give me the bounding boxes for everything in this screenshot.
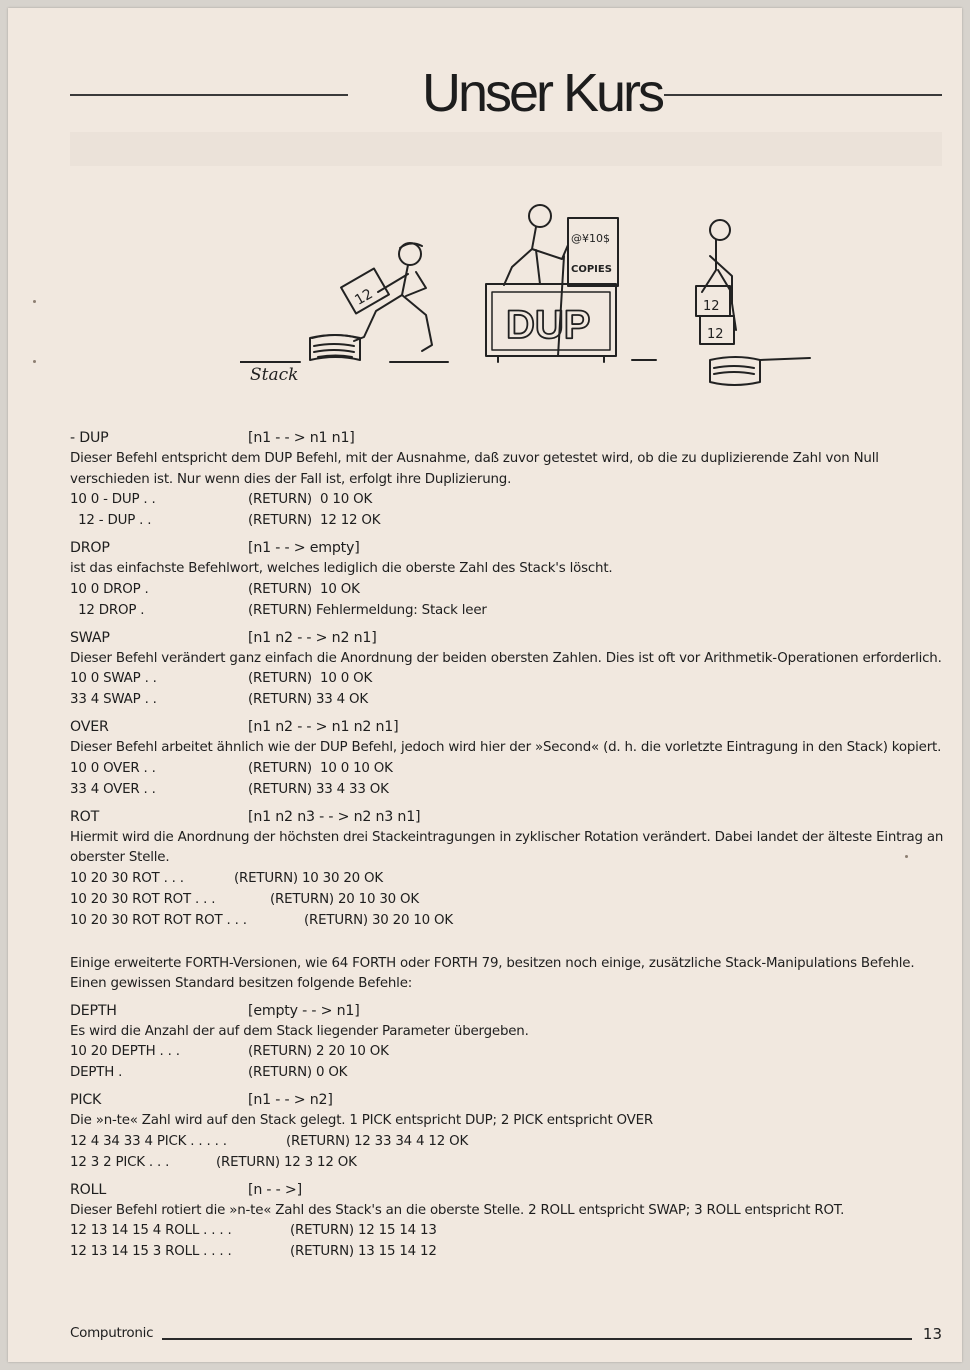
example-line: 10 20 DEPTH . . . (RETURN) 2 20 10 OK bbox=[70, 1044, 389, 1059]
article-body bbox=[70, 428, 948, 1263]
svg-text:DUP: DUP bbox=[506, 303, 591, 347]
show-through-bar bbox=[70, 132, 942, 166]
example-line: 12 3 2 PICK . . . (RETURN) 12 3 12 OK bbox=[70, 1154, 357, 1170]
title-row bbox=[70, 60, 942, 126]
command-header-roll: ROLL [n - - >] bbox=[70, 1181, 302, 1198]
command-header-rot: ROT [n1 n2 n3 - - > n2 n3 n1] bbox=[70, 808, 421, 825]
command-header-pick: PICK [n1 - - > n2] bbox=[70, 1092, 333, 1108]
page-title: Unser Kurs bbox=[421, 63, 663, 123]
example-line: 12 13 14 15 4 ROLL . . . . (RETURN) 12 15 14 13 bbox=[70, 1223, 437, 1238]
example-line: 10 20 30 ROT ROT . . . (RETURN) 20 10 30 OK bbox=[70, 891, 419, 907]
worker-with-two-boxes-icon bbox=[696, 220, 760, 385]
paper-speck bbox=[33, 300, 36, 303]
svg-text:12: 12 bbox=[707, 327, 724, 342]
command-header-depth: DEPTH [empty - - > n1] bbox=[70, 1002, 360, 1019]
worker-carrying-box-icon bbox=[341, 243, 432, 351]
paper-speck bbox=[905, 855, 908, 858]
command-description-dup: Dieser Befehl entspricht dem DUP Befehl, mit der Ausnahme, daß zuvor getestet wird, ob die zu duplizierende Zahl von Null verschieden ist. Nur wenn dies der Fall ist, erfolgt ihre Duplizierung. bbox=[70, 451, 879, 487]
example-line: 10 20 30 ROT . . . (RETURN) 10 30 20 OK bbox=[70, 870, 383, 886]
command-description-drop: ist das einfachste Befehlwort, welches lediglich die oberste Zahl des Stack's löscht. bbox=[70, 561, 613, 576]
copy-machine-operator-icon bbox=[504, 205, 568, 285]
example-line: 12 13 14 15 3 ROLL . . . . (RETURN) 13 15 14 12 bbox=[70, 1244, 437, 1259]
svg-text:12: 12 bbox=[352, 285, 376, 309]
extended-versions-intro: Einige erweiterte FORTH-Versionen, wie 64 FORTH oder FORTH 79, besitzen noch einige, zusätzliche Stack-Manipulations Befehle. Einen gewissen Standard besitzen folgende Befehle: bbox=[70, 955, 915, 991]
command-header-drop: DROP [n1 - - > empty] bbox=[70, 540, 360, 556]
svg-text:12: 12 bbox=[703, 299, 720, 314]
command-description-roll: Dieser Befehl rotiert die »n-te« Zahl des Stack's an die oberste Stelle. 2 ROLL entspricht SWAP; 3 ROLL entspricht ROT. bbox=[70, 1202, 845, 1218]
page-number: 13 bbox=[922, 1325, 942, 1343]
title-rule-left bbox=[70, 94, 348, 96]
dup-counter-icon bbox=[486, 284, 616, 362]
left-stack-icon bbox=[310, 335, 360, 360]
command-description-over: Dieser Befehl arbeitet ähnlich wie der DUP Befehl, jedoch wird hier der »Second« (d. h. die vorletzte Eintragung in den Stack) kopiert. bbox=[70, 740, 942, 755]
example-line: 12 DROP . (RETURN) Fehlermeldung: Stack leer bbox=[70, 602, 487, 618]
dup-cartoon-illustration bbox=[240, 196, 820, 406]
title-rule-right bbox=[664, 94, 942, 96]
command-description-rot: Hiermit wird die Anordnung der höchsten drei Stackeintragungen in zyklischer Rotation verändert. Dabei landet der älteste Eintrag an oberster Stelle. bbox=[70, 829, 944, 865]
command-description-depth: Es wird die Anzahl der auf dem Stack liegender Parameter übergeben. bbox=[70, 1023, 529, 1039]
example-line: 10 0 SWAP . . (RETURN) 10 0 OK bbox=[70, 671, 373, 686]
example-line: DEPTH . (RETURN) 0 OK bbox=[70, 1065, 348, 1080]
example-line: 10 20 30 ROT ROT ROT . . . (RETURN) 30 20 10 OK bbox=[70, 912, 453, 928]
command-header-dup: - DUP [n1 - - > n1 n1] bbox=[70, 430, 355, 446]
command-header-over: OVER [n1 n2 - - > n1 n2 n1] bbox=[70, 719, 399, 735]
example-line: 10 0 DROP . (RETURN) 10 OK bbox=[70, 581, 360, 597]
command-header-swap: SWAP [n1 n2 - - > n2 n1] bbox=[70, 629, 377, 646]
page-footer bbox=[70, 1323, 942, 1345]
footer-rule bbox=[162, 1338, 912, 1340]
example-line: 33 4 SWAP . . (RETURN) 33 4 OK bbox=[70, 692, 368, 707]
paper-speck bbox=[33, 360, 36, 363]
command-description-pick: Die »n-te« Zahl wird auf den Stack gelegt. 1 PICK entspricht DUP; 2 PICK entspricht OVER bbox=[70, 1113, 653, 1128]
example-line: 33 4 OVER . . (RETURN) 33 4 33 OK bbox=[70, 781, 389, 797]
svg-text:COPIES: COPIES bbox=[571, 264, 612, 275]
svg-text:@¥10$: @¥10$ bbox=[571, 232, 610, 245]
example-line: 12 4 34 33 4 PICK . . . . . (RETURN) 12 33 34 4 12 OK bbox=[70, 1133, 469, 1149]
command-description-swap: Dieser Befehl verändert ganz einfach die Anordnung der beiden obersten Zahlen. Dies ist oft vor Arithmetik-Operationen erforderlich. bbox=[70, 650, 942, 666]
example-line: 10 0 - DUP . . (RETURN) 0 10 OK bbox=[70, 492, 373, 507]
cartoon-stack-label: Stack bbox=[250, 365, 299, 385]
example-line: 10 0 OVER . . (RETURN) 10 0 10 OK bbox=[70, 760, 393, 776]
example-line: 12 - DUP . . (RETURN) 12 12 OK bbox=[70, 513, 381, 528]
footer-brand: Computronic bbox=[70, 1325, 154, 1341]
